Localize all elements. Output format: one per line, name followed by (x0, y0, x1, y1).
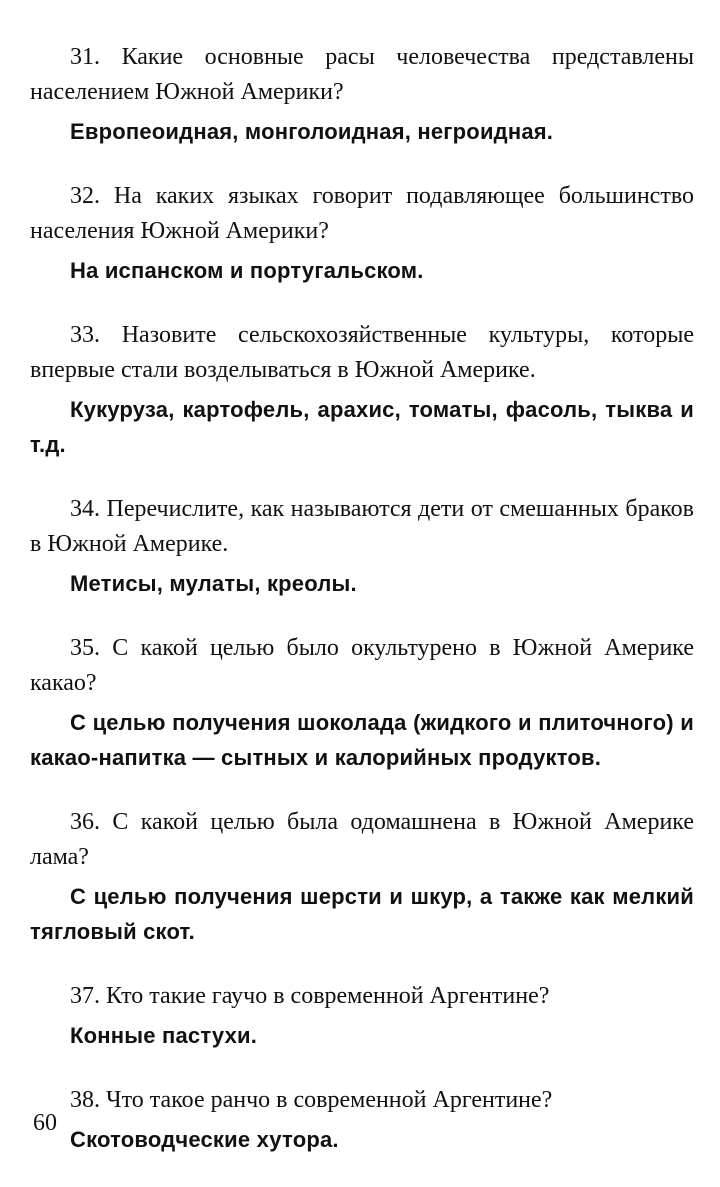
qa-item-32 (30, 179, 694, 288)
question-34: 34. Перечислите, как называются дети от смешанных браков в Южной Америке. (30, 496, 694, 557)
question-32: 32. На каких языках говорит подавляющее большинство населения Южной Америки? (30, 183, 694, 244)
answer-34: Метисы, мулаты, креолы. (70, 571, 357, 596)
question-37: 37. Кто такие гаучо в современной Аргентине? (70, 983, 550, 1009)
qa-item-34 (30, 492, 694, 601)
question-38: 38. Что такое ранчо в современной Аргентине? (70, 1087, 553, 1113)
answer-32: На испанском и португальском. (70, 258, 424, 283)
qa-item-33 (30, 318, 694, 462)
qa-item-37 (30, 979, 694, 1053)
answer-33: Кукуруза, картофель, арахис, томаты, фасоль, тыква и т.д. (30, 397, 694, 457)
qa-item-31 (30, 40, 694, 149)
qa-item-35 (30, 631, 694, 775)
qa-item-36 (30, 805, 694, 949)
page-number: 60 (33, 1110, 57, 1136)
page-content (30, 40, 694, 1187)
question-35: 35. С какой целью было окультурено в Южной Америке какао? (30, 635, 694, 696)
question-33: 33. Назовите сельскохозяйственные культуры, которые впервые стали возделываться в Южной Америке. (30, 322, 694, 383)
qa-item-38 (30, 1083, 694, 1157)
answer-31: Европеоидная, монголоидная, негроидная. (70, 119, 554, 144)
answer-38: Скотоводческие хутора. (70, 1127, 339, 1152)
question-36: 36. С какой целью была одомашнена в Южной Америке лама? (30, 809, 694, 870)
answer-37: Конные пастухи. (70, 1023, 258, 1048)
answer-36: С целью получения шерсти и шкур, а также как мелкий тягловый скот. (30, 884, 694, 944)
answer-35: С целью получения шоколада (жидкого и плиточного) и какао-напитка — сытных и калорийных продуктов. (30, 710, 694, 770)
question-31: 31. Какие основные расы человечества представлены населением Южной Америки? (30, 44, 694, 105)
